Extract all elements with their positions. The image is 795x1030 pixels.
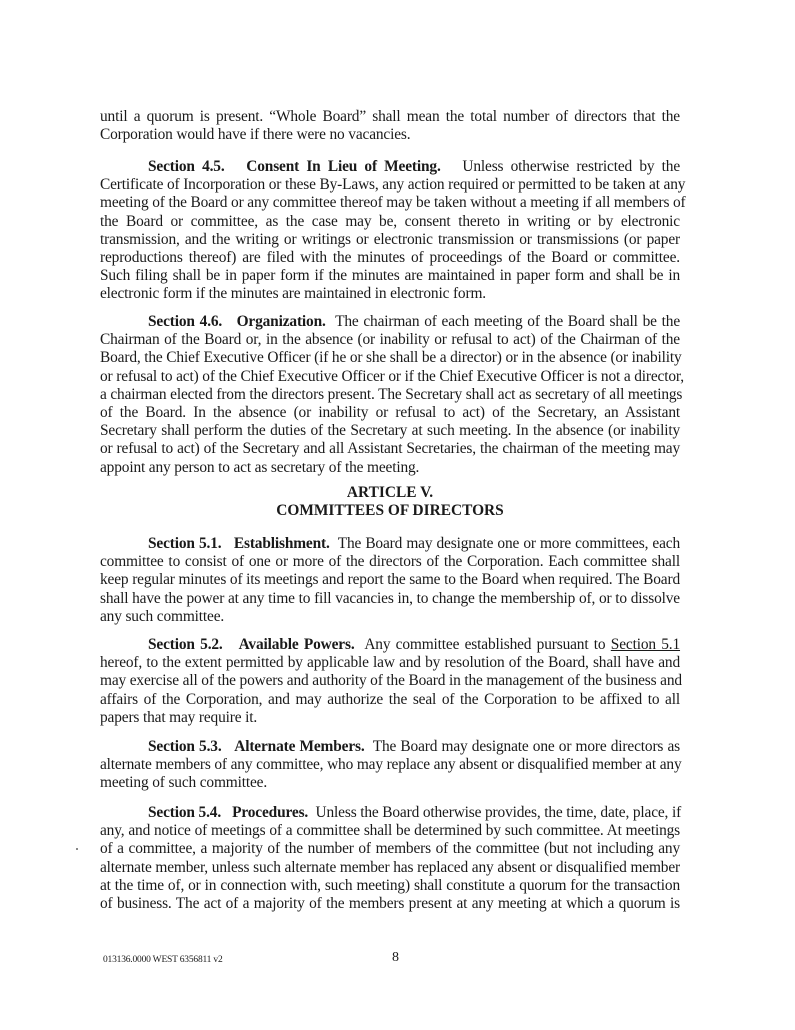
section-text: The Board may designate one or more committees, each — [337, 535, 681, 552]
article-subheading: COMMITTEES OF DIRECTORS — [276, 502, 504, 519]
text-line: committee to consist of one or more of the directors of the Corporation. Each committee shall — [100, 553, 680, 571]
section-title: Procedures. — [232, 804, 309, 821]
text-line: Chairman of the Board or, in the absence (or inability or refusal to act) of the Chairman of the — [100, 331, 680, 349]
section-first-line — [100, 158, 680, 176]
section-title: Alternate Members. — [234, 738, 365, 755]
text-line: or refusal to act) of the Chief Executive Officer or if the Chief Executive Officer is not a director, — [100, 367, 684, 385]
text-line: at the time of, or in connection with, such meeting) shall constitute a quorum for the transaction — [100, 876, 680, 894]
section-title: Available Powers. — [238, 636, 355, 653]
section-4-6 — [100, 313, 684, 477]
section-text: Unless the Board otherwise provides, the time, date, place, if — [315, 804, 682, 821]
scan-speck — [76, 848, 78, 850]
article-heading: ARTICLE V. — [346, 484, 434, 501]
document-footer-id: 013136.0000 WEST 6356811 v2 — [103, 955, 223, 965]
text-line: Corporation would have if there were no vacancies. — [100, 126, 411, 144]
text-line: Board, the Chief Executive Officer (if he or she shall be a director) or in the absence (or inability — [100, 349, 682, 367]
continuation-paragraph — [100, 108, 680, 144]
section-5-3 — [100, 738, 680, 793]
section-text: The chairman of each meeting of the Board shall be the — [335, 313, 681, 330]
text-line: shall have the power at any time to fill vacancies in, to change the membership of, or to dissolve — [100, 589, 680, 607]
section-text: The Board may designate one or more directors as — [372, 738, 681, 755]
text-line: papers that may require it. — [100, 708, 258, 726]
text-line: keep regular minutes of its meetings and report the same to the Board when required. The Board — [100, 571, 680, 589]
section-5-1 — [100, 535, 680, 626]
text-line: of the Board. In the absence (or inability or refusal to act) of the Secretary, an Assistant — [100, 404, 680, 422]
text-line: Certificate of Incorporation or these By-Laws, any action required or permitted to be taken at any — [100, 176, 686, 194]
text-line: may exercise all of the powers and authority of the Board in the management of the business and — [100, 672, 682, 690]
text-line: transmission, and the writing or writings or electronic transmission or transmissions (or paper — [100, 230, 680, 248]
section-number: Section 5.1. — [148, 535, 222, 552]
text-line: a chairman elected from the directors present. The Secretary shall act as secretary of all meetings — [100, 385, 683, 403]
text-line: any, and notice of meetings of a committee shall be determined by such committee. At meetings — [100, 822, 680, 840]
text-line: of a committee, a majority of the number of members of the committee (but not including any — [100, 840, 680, 858]
text-line: any such committee. — [100, 607, 225, 625]
text-line: of business. The act of a majority of the members present at any meeting at which a quorum is — [100, 895, 680, 913]
section-first-line — [100, 535, 680, 553]
section-number: Section 5.3. — [148, 738, 222, 755]
text-line: appoint any person to act as secretary of the meeting. — [100, 458, 420, 476]
section-first-line — [100, 313, 680, 331]
section-number: Section 5.4. — [148, 804, 222, 821]
text-line: or refusal to act) of the Secretary and all Assistant Secretaries, the chairman of the meeting may — [100, 440, 680, 458]
section-5-4 — [100, 804, 680, 913]
text-line: electronic form if the minutes are maintained in electronic form. — [100, 285, 486, 303]
section-text: Any committee established pursuant to — [364, 636, 606, 653]
text-line: alternate members of any committee, who may replace any absent or disqualified member at any — [100, 756, 682, 774]
section-first-line — [100, 636, 680, 654]
section-title: Organization. — [236, 313, 326, 330]
section-title: Consent In Lieu of Meeting. — [246, 158, 441, 175]
page-number: 8 — [392, 950, 399, 965]
text-line: affairs of the Corporation, and may authorize the seal of the Corporation to be affixed to all — [100, 690, 680, 708]
text-line: until a quorum is present. “Whole Board” shall mean the total number of directors that the — [100, 108, 680, 125]
section-number: Section 4.5. — [148, 158, 225, 175]
section-title: Establishment. — [233, 535, 330, 552]
section-first-line — [100, 738, 680, 756]
text-line: alternate member, unless such alternate member has replaced any absent or disqualified member — [100, 858, 680, 876]
section-number: Section 5.2. — [148, 636, 223, 653]
section-4-5 — [100, 158, 686, 304]
section-5-2 — [100, 636, 680, 727]
section-first-line — [100, 804, 680, 822]
text-line: meeting of the Board or any committee thereof may be taken without a meeting if all members of — [100, 194, 686, 212]
text-line: hereof, to the extent permitted by applicable law and by resolution of the Board, shall have and — [100, 654, 680, 672]
section-text: Unless otherwise restricted by the — [462, 158, 681, 175]
text-line: reproductions thereof) are filed with the minutes of proceedings of the Board or committee. — [100, 249, 680, 267]
text-line: Secretary shall perform the duties of the Secretary at such meeting. In the absence (or inability — [100, 422, 680, 440]
text-line: Such filing shall be in paper form if the minutes are maintained in paper form and shall be in — [100, 267, 680, 285]
section-number: Section 4.6. — [148, 313, 223, 330]
text-line: meeting of such committee. — [100, 774, 268, 792]
section-cross-reference-link[interactable]: Section 5.1 — [610, 636, 681, 653]
text-line: the Board or committee, as the case may be, consent thereto in writing or by electronic — [100, 212, 680, 230]
